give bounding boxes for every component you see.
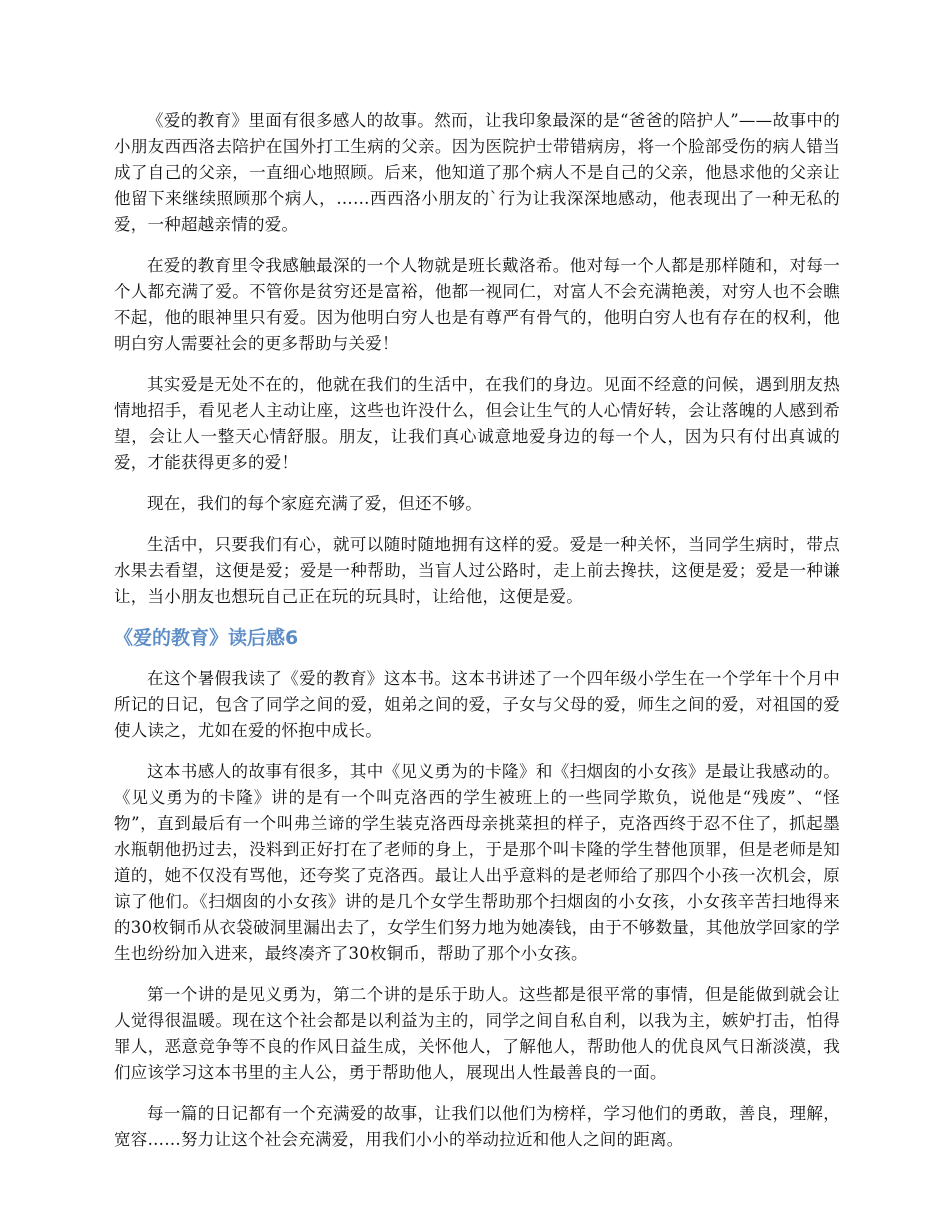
paragraph-families: 现在，我们的每个家庭充满了爱，但还不够。 [147,494,482,513]
paragraph-conclusion: 每一篇的日记都有一个充满爱的故事，让我们以他们为榜样，学习他们的勇敢，善良，理解，宽容……努力让这个社会充满爱，用我们小小的举动拉近和他人之间的距离。 [114,1104,840,1149]
paragraph-daily-love: 生活中，只要我们有心，就可以随时随地拥有这样的爱。爱是一种关怀，当同学生病时，带点水果去看望，这便是爱；爱是一种帮助，当盲人过公路时，走上前去搀扶，这便是爱；爱是一种谦让，当小朋友也想玩自己正在玩的玩具时，让给他，这便是爱。 [114,535,840,606]
document-page [114,108,840,1168]
section-heading: 《爱的教育》读后感6 [114,627,299,649]
paragraph-stories: 这本书感人的故事有很多，其中《见义勇为的卡隆》和《扫烟囱的小女孩》是最让我感动的。《见义勇为的卡隆》讲的是有一个叫克洛西的学生被班上的一些同学欺负，说他是“残废”、“怪物”，直到最后有一个叫弗兰谛的学生装克洛西母亲挑菜担的样子，克洛西终于忍不住了，抓起墨水瓶朝他扔过去，没料到正好打在了老师的身上，于是那个叫卡隆的学生替他顶罪，但是老师是知道的，她不仅没有骂他，还夸奖了克洛西。最让人出乎意料的是老师给了那四个小孩一次机会，原谅了他们。《扫烟囱的小女孩》讲的是几个女学生帮助那个扫烟囱的小女孩，小女孩辛苦扫地得来的30枚铜币从衣袋破洞里漏出去了，女学生们努力地为她凑钱，由于不够数量，其他放学回家的学生也纷纷加入进来，最终凑齐了30枚铜币，帮助了那个小女孩。 [114,762,840,963]
paragraph-reflection: 第一个讲的是见义勇为，第二个讲的是乐于助人。这些都是很平常的事情，但是能做到就会让人觉得很温暖。现在这个社会都是以利益为主的，同学之间自私自利，以我为主，嫉妒打击，怕得罪人，恶意竞争等不良的作风日益生成，关怀他人，了解他人，帮助他人的优良风气日渐淡漠，我们应该学习这本书里的主人公，勇于帮助他人，展现出人性最善良的一面。 [114,985,840,1082]
paragraph-story-caregiver: 《爱的教育》里面有很多感人的故事。然而，让我印象最深的是“爸爸的陪护人”——故事中的小朋友西西洛去陪护在国外打工生病的父亲。因为医院护士带错病房，将一个脸部受伤的病人错当成了自己的父亲，一直细心地照顾。后来，他知道了那个病人不是自己的父亲，他恳求他的父亲让他留下来继续照顾那个病人，……西西洛小朋友的`行为让我深深地感动，他表现出了一种无私的爱，一种超越亲情的爱。 [114,111,840,234]
paragraph-class-monitor: 在爱的教育里令我感触最深的一个人物就是班长戴洛希。他对每一个人都是那样随和，对每一个人都充满了爱。不管你是贫穷还是富裕，他都一视同仁，对富人不会充满艳羡，对穷人也不会瞧不起，他的眼神里只有爱。因为他明白穷人也是有尊严有骨气的，他明白穷人也有存在的权利，他明白穷人需要社会的更多帮助与关爱！ [114,256,840,353]
paragraph-love-everywhere: 其实爱是无处不在的，他就在我们的生活中，在我们的身边。见面不经意的问候，遇到朋友热情地招手，看见老人主动让座，这些也许没什么，但会让生气的人心情好转，会让落魄的人感到希望，会让人一整天心情舒服。朋友，让我们真心诚意地爱身边的每一个人，因为只有付出真诚的爱，才能获得更多的爱！ [114,375,840,472]
paragraph-summer-reading: 在这个暑假我读了《爱的教育》这本书。这本书讲述了一个四年级小学生在一个学年十个月中所记的日记，包含了同学之间的爱，姐弟之间的爱，子女与父母的爱，师生之间的爱，对祖国的爱使人读之，尤如在爱的怀抱中成长。 [114,669,840,740]
